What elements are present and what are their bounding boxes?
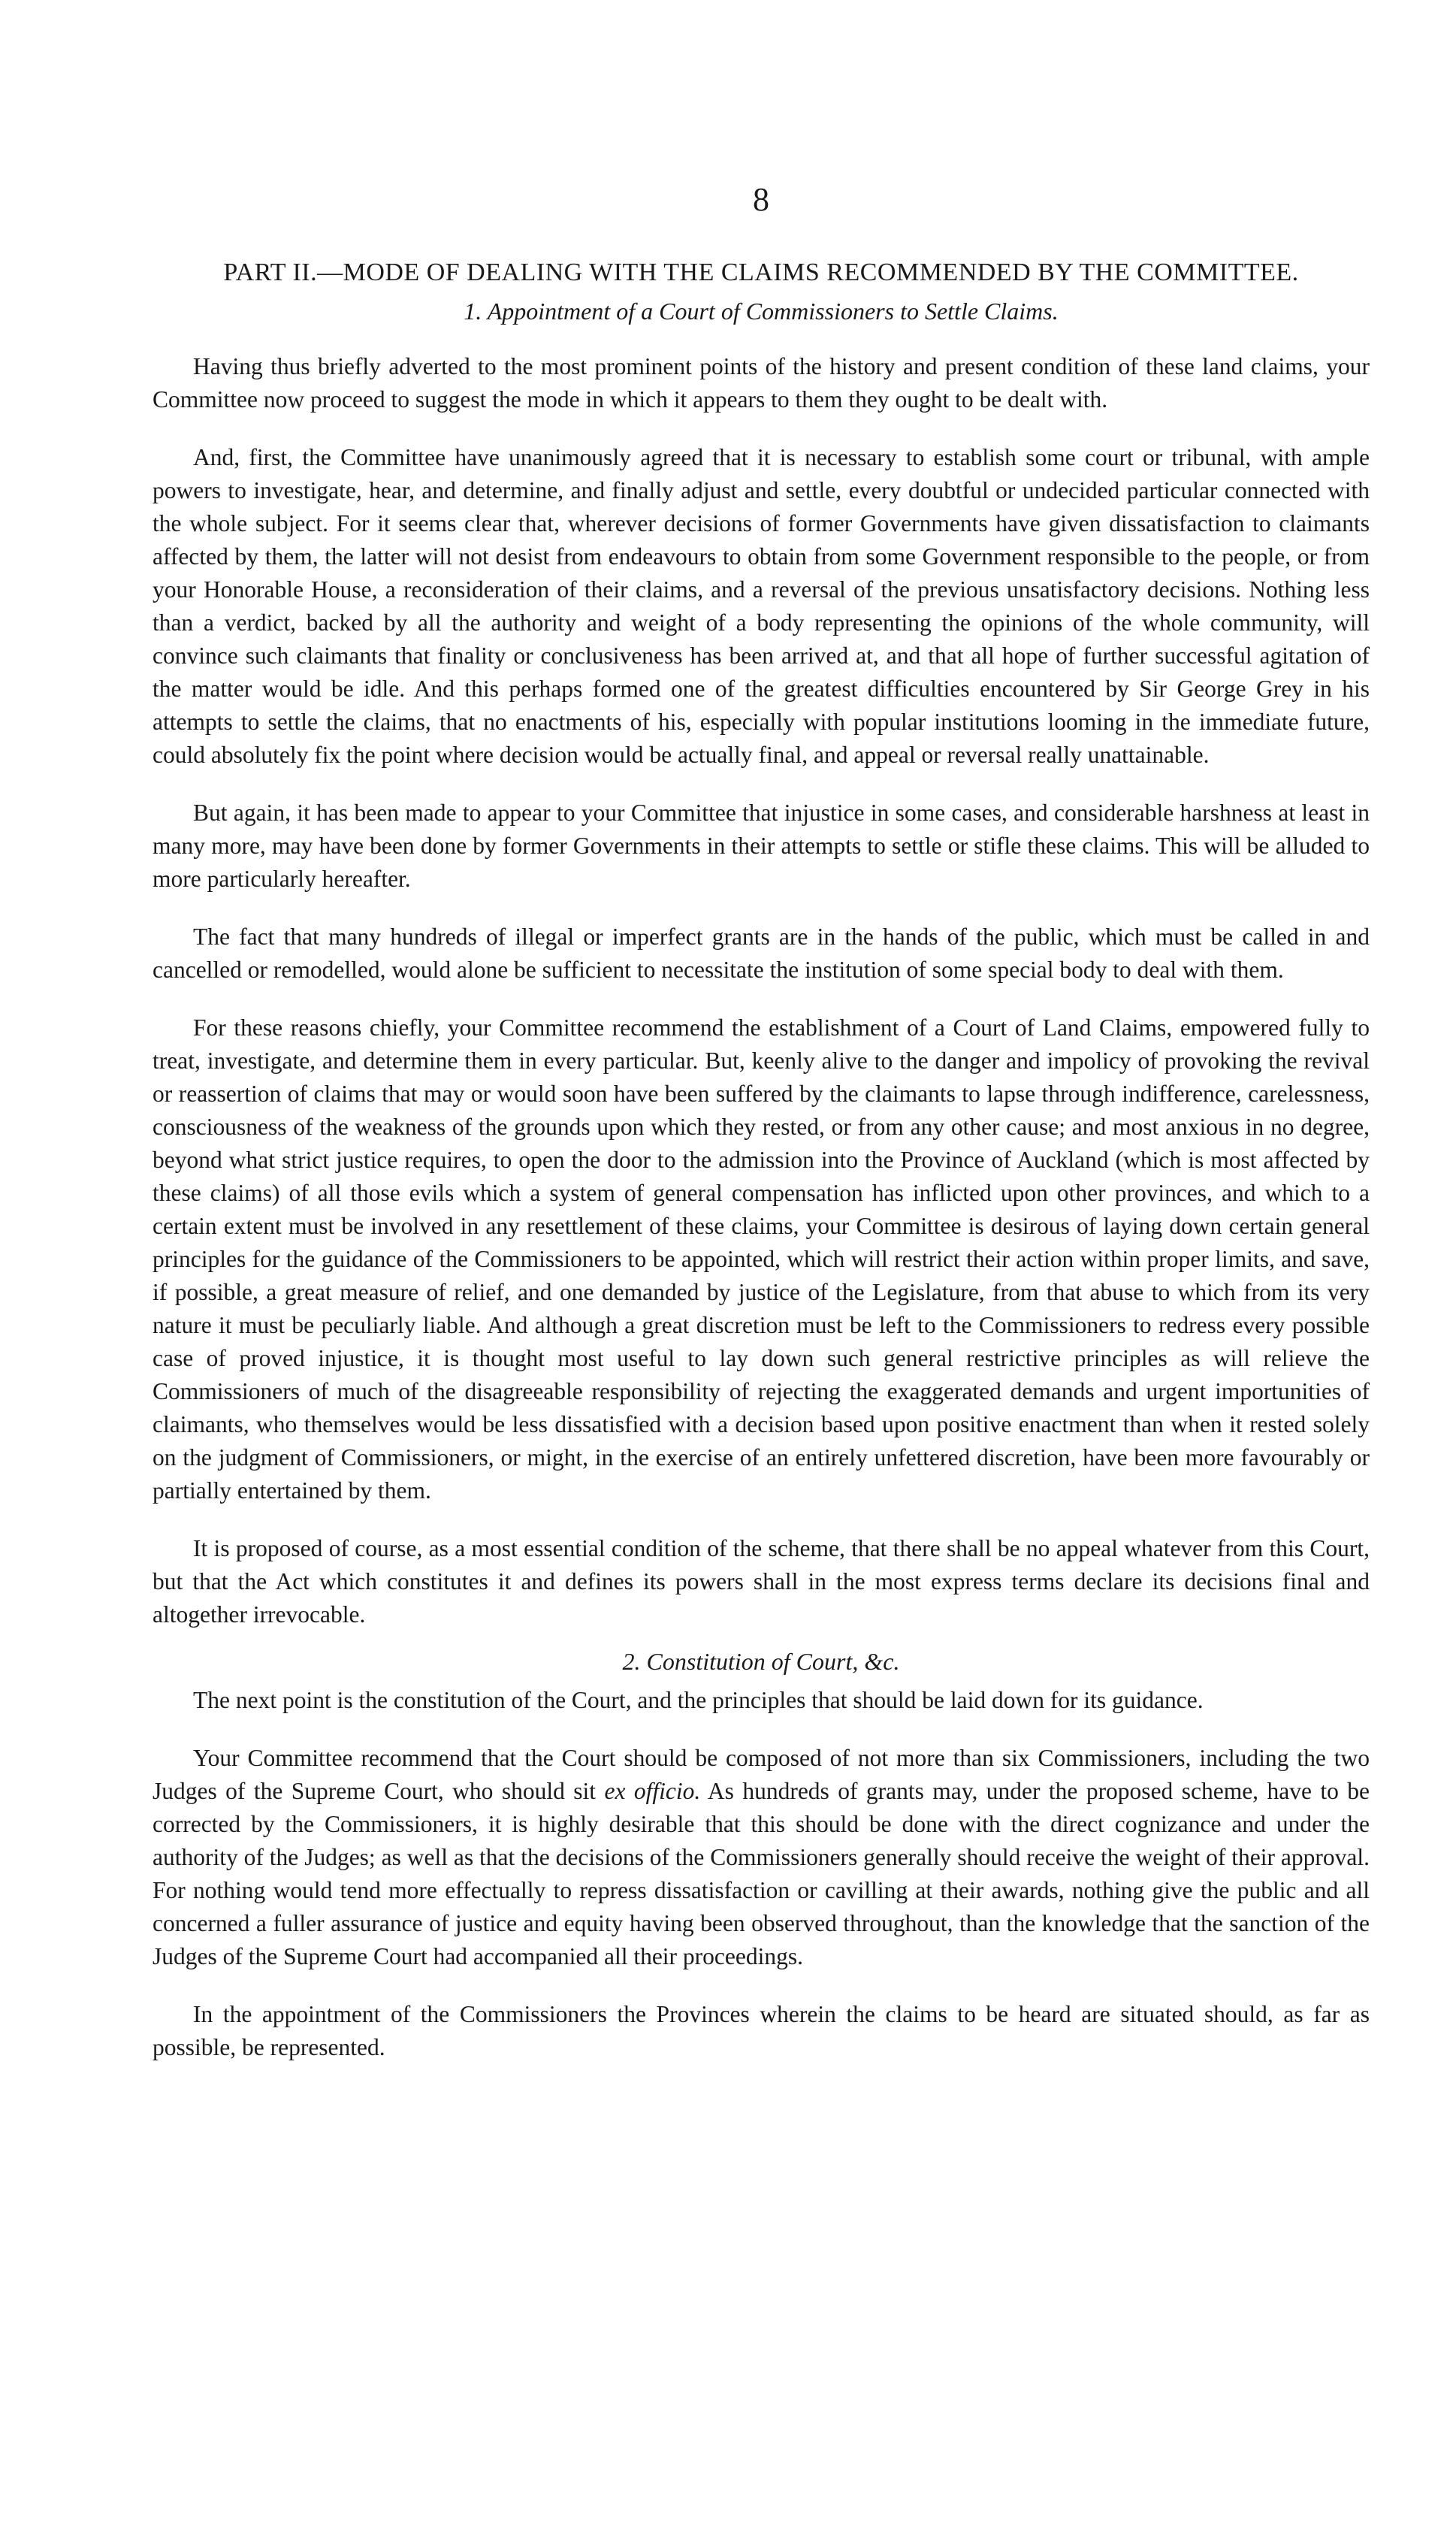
paragraph-introduction: Having thus briefly adverted to the most prominent points of the history and present condition of these land claims, your Committee now proceed to suggest the mode in which it appears to them they ought to be dealt with.: [153, 353, 1370, 413]
ex-officio-phrase: ex officio.: [604, 1778, 701, 1804]
section-heading-appointment: 1. Appointment of a Court of Commissioners to Settle Claims.: [464, 298, 1059, 325]
paragraph-illegal-grants: The fact that many hundreds of illegal or imperfect grants are in the hands of the public, which must be called in and cancelled or remodelled, would alone be sufficient to necessitate the institution of some special body to deal with them.: [153, 923, 1370, 983]
composition-text-start: Your Committee recommend that the Court should be composed of not more than six Commissioners, including the two Judges of the Supreme Court, who should sit: [153, 1745, 1370, 1804]
paragraph-court-of-land-claims: For these reasons chiefly, your Committee recommend the establishment of a Court of Land Claims, empowered fully to treat, investigate, and determine them in every particular. But, keenly alive to the danger and impolicy of provoking the revival or reassertion of claims that may or would soon have been suffered by the claimants to lapse through indifference, carelessness, consciousness of the weakness of the grounds upon which they rested, or from any other cause; and most anxious in no degree, beyond what strict justice requires, to open the door to the admission into the Province of Auckland (which is most affected by these claims) of all those evils which a system of general compensation has inflicted upon other provinces, and which to a certain extent must be involved in any resettlement of these claims, your Committee is desirous of laying down certain general principles for the guidance of the Commissioners to be appointed, which will restrict their action within proper limits, and save, if possible, a great measure of relief, and one demanded by justice of the Legislature, from that abuse to which from its very nature it must be peculiarly liable. And although a great discretion must be left to the Commissioners to redress every possible case of proved injustice, it is thought most useful to lay down such general restrictive principles as will relieve the Commissioners of much of the disagreeable responsibility of rejecting the exaggerated demands and urgent importunities of claimants, who themselves would be less dissatisfied with a decision based upon positive enactment than when it rested solely on the judgment of Commissioners, or might, in the exercise of an entirely unfettered discretion, have been more favourably or partially entertained by them.: [153, 1014, 1370, 1504]
paragraph-court-composition: [153, 1742, 1370, 1973]
composition-text-end: As hundreds of grants may, under the proposed scheme, have to be corrected by the Commissioners, it is highly desirable that this should be done with the direct cognizance and under the authority of the Judges; as well as that the decisions of the Commissioners generally should receive the weight of their approval. For nothing would tend more effectually to repress dissatisfaction or cavilling at their awards, nothing give the public and all concerned a fuller assurance of justice and equity having been observed throughout, than the knowledge that the sanction of the Judges of the Supreme Court had accompanied all their proceedings.: [153, 1778, 1370, 1969]
paragraph-next-point: The next point is the constitution of the Court, and the principles that should be laid down for its guidance.: [193, 1687, 1204, 1713]
section-heading-constitution: 2. Constitution of Court, &c.: [622, 1648, 900, 1675]
page-number: 8: [753, 181, 769, 218]
paragraph-provinces-represented: In the appointment of the Commissioners the Provinces wherein the claims to be heard are situated should, as far as possible, be represented.: [153, 2001, 1370, 2060]
document-page: [153, 180, 1370, 2089]
paragraph-court-necessity: And, first, the Committee have unanimously agreed that it is necessary to establish some court or tribunal, with ample powers to investigate, hear, and determine, and finally adjust and settle, every doubtful or undecided particular connected with the whole subject. For it seems clear that, wherever decisions of former Governments have given dissatisfaction to claimants affected by them, the latter will not desist from endeavours to obtain from some Government responsible to the people, or from your Honorable House, a reconsideration of their claims, and a reversal of the previous unsatisfactory decisions. Nothing less than a verdict, backed by all the authority and weight of a body representing the opinions of the whole community, will convince such claimants that finality or conclusiveness has been arrived at, and that all hope of further successful agitation of the matter would be idle. And this perhaps formed one of the greatest difficulties encountered by Sir George Grey in his attempts to settle the claims, that no enactments of his, especially with popular institutions looming in the immediate future, could absolutely fix the point where decision would be actually final, and appeal or reversal really unattainable.: [153, 444, 1370, 768]
paragraph-no-appeal: It is proposed of course, as a most essential condition of the scheme, that there shall be no appeal whatever from this Court, but that the Act which constitutes it and defines its powers shall in the most express terms declare its decisions final and altogether irrevocable.: [153, 1535, 1370, 1628]
part-heading: PART II.—MODE OF DEALING WITH THE CLAIMS RECOMMENDED BY THE COMMITTEE.: [223, 258, 1299, 286]
paragraph-injustice: But again, it has been made to appear to your Committee that injustice in some cases, and considerable harshness at least in many more, may have been done by former Governments in their attempts to settle or stifle these claims. This will be alluded to more particularly hereafter.: [153, 800, 1370, 892]
